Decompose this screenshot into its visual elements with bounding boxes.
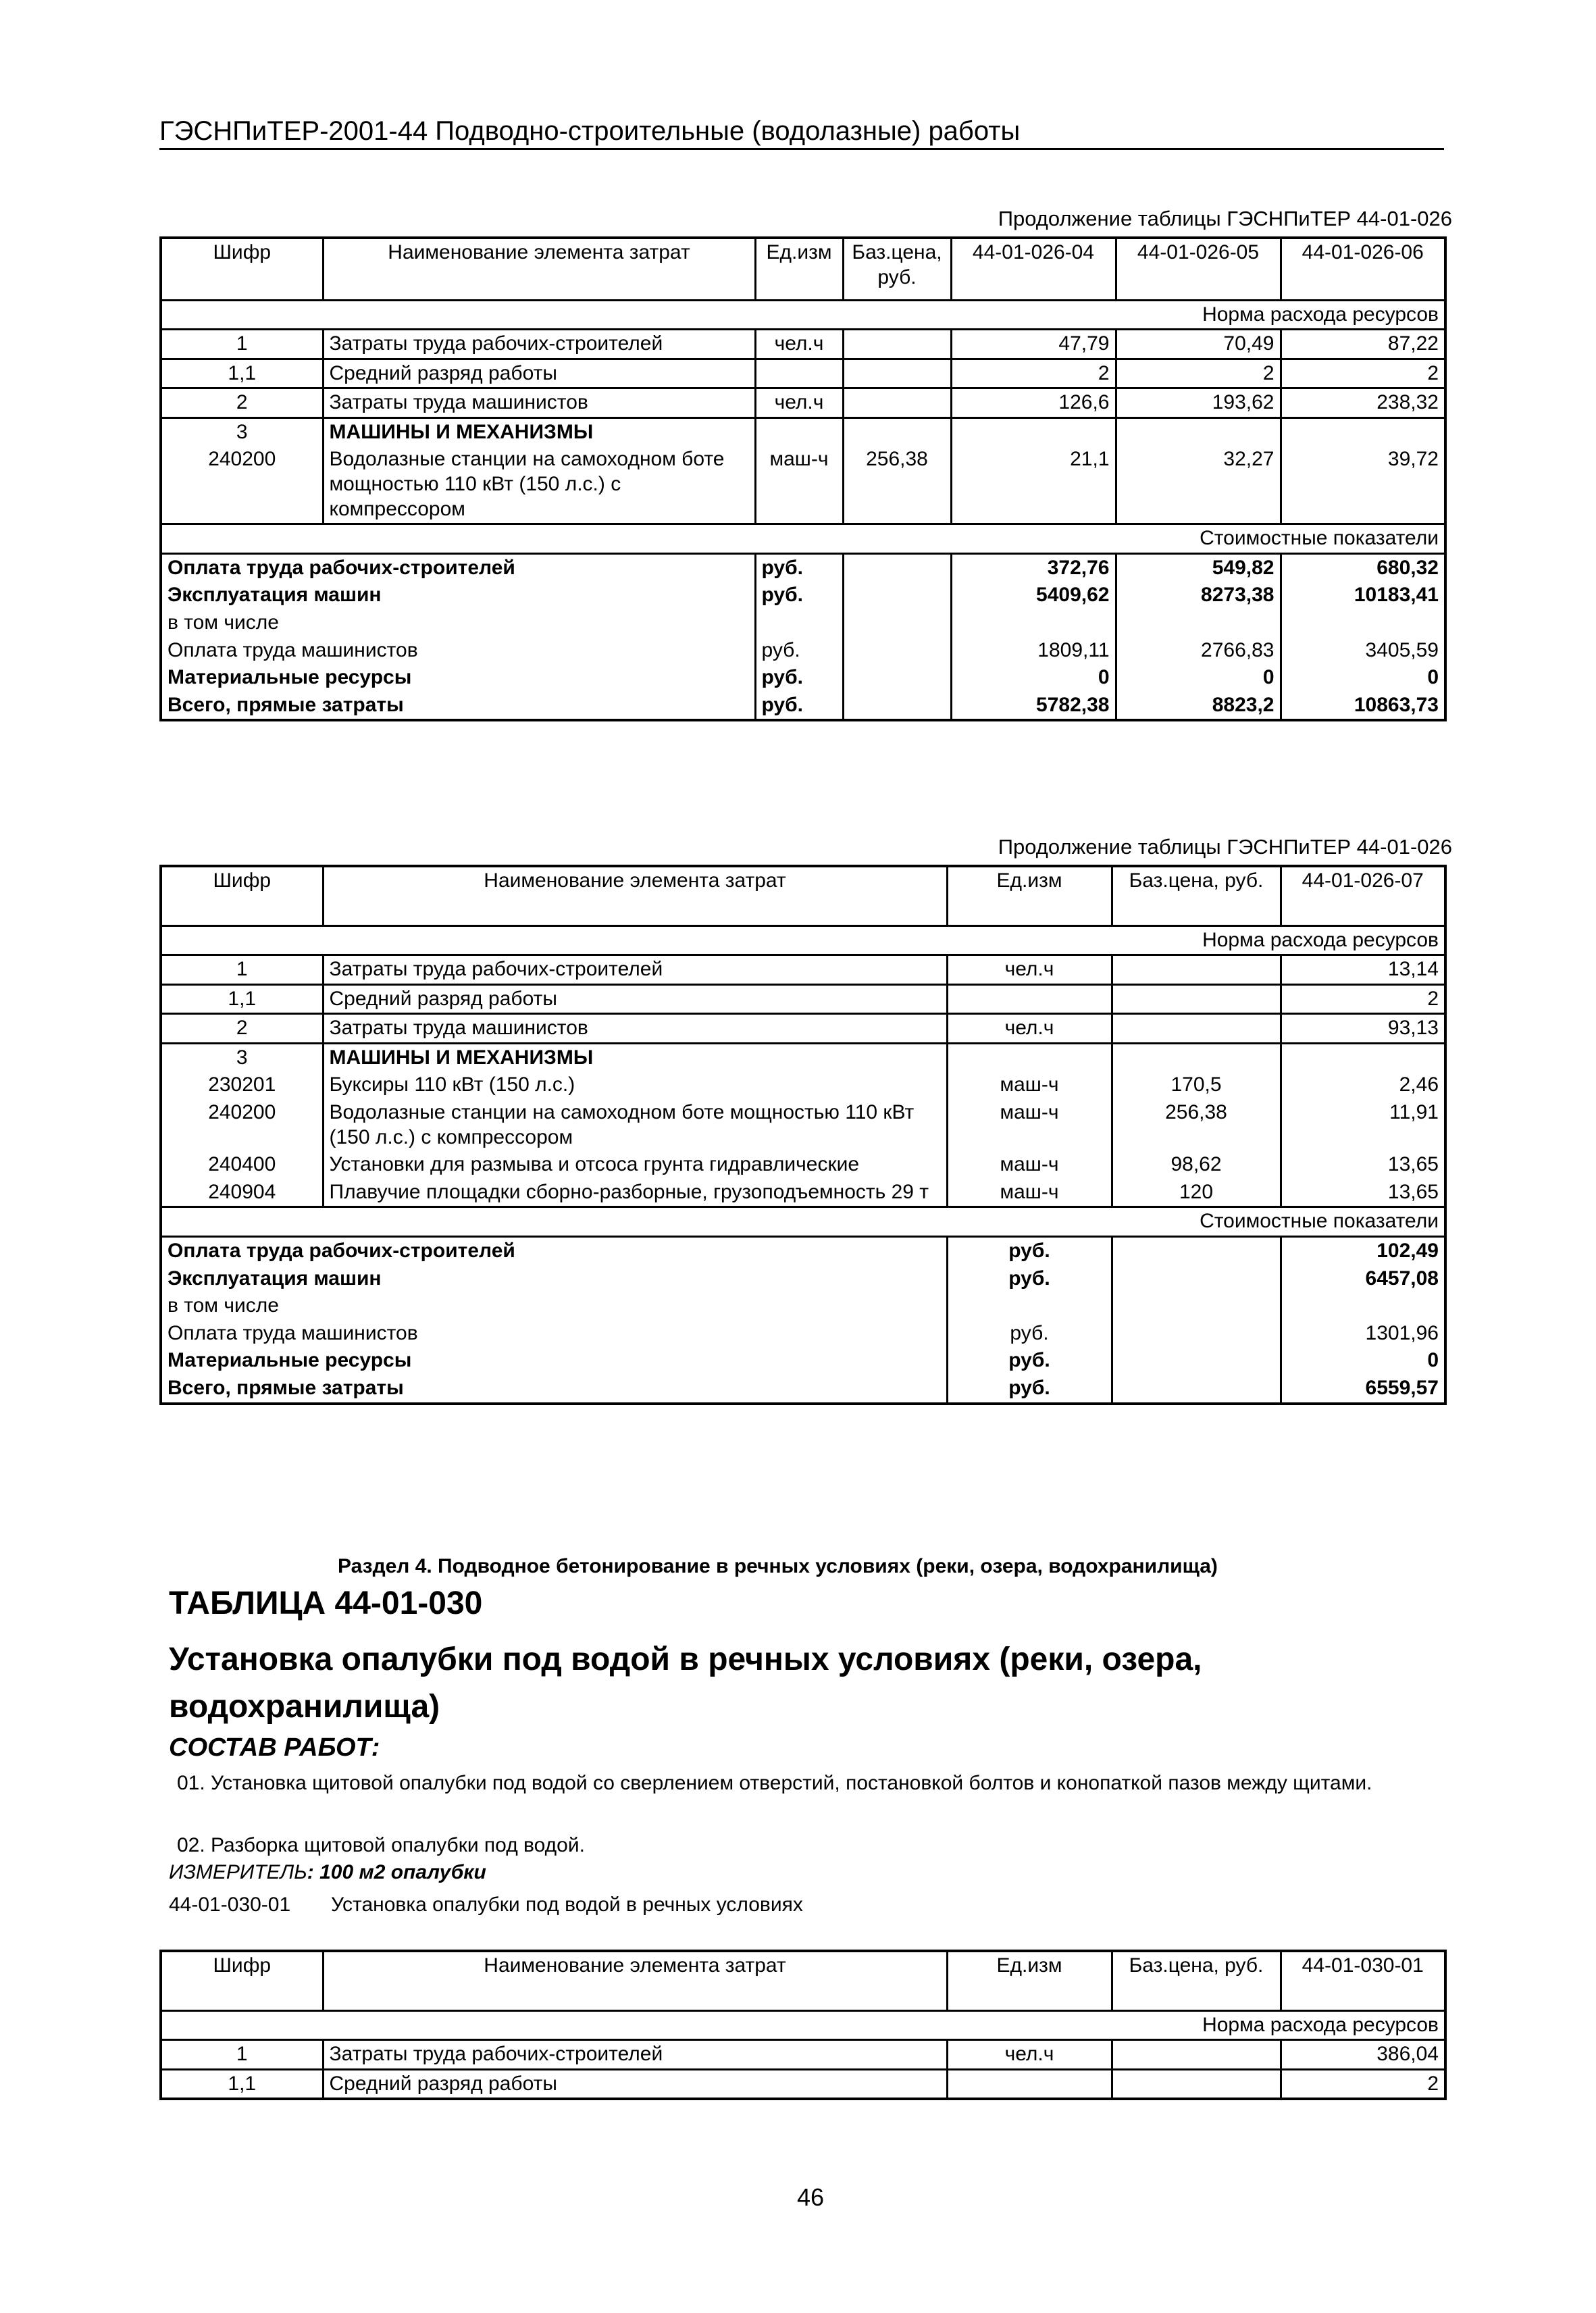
- header-name: Наименование элемента затрат: [323, 238, 755, 300]
- item-name: Установка опалубки под водой в речных условиях: [331, 1893, 803, 1916]
- cell-value: 13,14: [1387, 958, 1439, 981]
- table-row: [161, 446, 1445, 524]
- cell-price: 98,62: [1112, 1151, 1281, 1179]
- cell-unit: чел.ч: [755, 330, 843, 359]
- cell-name: Средний разряд работы: [323, 984, 947, 1014]
- header-col3: 44-01-026-06: [1302, 241, 1424, 263]
- table-row: [161, 1099, 1445, 1151]
- work-item-2: 02. Разборка щитовой опалубки под водой.: [177, 1834, 585, 1856]
- table-row: [161, 359, 1445, 388]
- cell-value: 6559,57: [1365, 1377, 1439, 1399]
- cell-value: 549,82: [1116, 553, 1281, 582]
- cell-name: Материальные ресурсы: [161, 1347, 947, 1375]
- norm-label: Норма расхода ресурсов: [1202, 928, 1439, 951]
- cell-unit: руб.: [947, 1265, 1112, 1293]
- header-price: Баз.цена, руб.: [1112, 866, 1281, 925]
- cell-name: в том числе: [161, 609, 755, 637]
- cell-unit: [755, 417, 843, 446]
- cost-row: [161, 1347, 1445, 1375]
- cell-value: 2: [1116, 359, 1281, 388]
- header-unit: Ед.изм: [947, 1951, 1112, 2010]
- cell-unit: [947, 2069, 1112, 2099]
- meter-value: : 100 м2 опалубки: [307, 1861, 486, 1883]
- cell-unit: [947, 1292, 1112, 1320]
- cost-row: [161, 692, 1445, 721]
- cell-code: 240400: [161, 1151, 323, 1179]
- cell-name: Затраты труда рабочих-строителей: [323, 330, 755, 359]
- cell-value: 70,49: [1116, 330, 1281, 359]
- cell-price: [843, 330, 951, 359]
- item-code: 44-01-030-01: [169, 1893, 291, 1916]
- cell-name: Затраты труда машинистов: [323, 388, 755, 418]
- cell-name: Затраты труда рабочих-строителей: [323, 2040, 947, 2070]
- table-row: [161, 388, 1445, 418]
- cell-value: 10183,41: [1354, 584, 1439, 607]
- table-row: [161, 984, 1445, 1014]
- cost-row: [161, 1320, 1445, 1348]
- cell-name: Установки для размыва и отсоса грунта гидравлические: [323, 1151, 947, 1179]
- header-col2: 44-01-026-05: [1116, 238, 1281, 300]
- table-row: [161, 1071, 1445, 1099]
- cell-name: Оплата труда рабочих-строителей: [161, 1237, 947, 1265]
- cell-name: МАШИНЫ И МЕХАНИЗМЫ: [323, 417, 755, 446]
- cell-name: Затраты труда рабочих-строителей: [323, 955, 947, 985]
- cell-value: 13,65: [1387, 1180, 1439, 1203]
- cell-name: Оплата труда машинистов: [161, 1320, 947, 1348]
- cell-value: 193,62: [1116, 388, 1281, 418]
- cell-name: Эксплуатация машин: [161, 582, 755, 609]
- cell-price: [1112, 2040, 1281, 2070]
- table-row: [161, 330, 1445, 359]
- header-code: Шифр: [161, 866, 323, 925]
- table1: [159, 236, 1447, 721]
- header-price: Баз.цена, руб.: [843, 238, 951, 300]
- table-row: [161, 2040, 1445, 2070]
- cell-value: 2: [951, 359, 1116, 388]
- cell-price: 256,38: [1112, 1099, 1281, 1151]
- cell-name: Средний разряд работы: [323, 359, 755, 388]
- cell-code: 2: [161, 388, 323, 418]
- cell-name: Водолазные станции на самоходном боте мощностью 110 кВт (150 л.с.) с компрессором: [323, 446, 755, 524]
- cell-value: [1281, 1043, 1445, 1071]
- cell-value: 386,04: [1376, 2043, 1439, 2066]
- cell-value: [1116, 417, 1281, 446]
- cell-unit: маш-ч: [755, 446, 843, 524]
- cell-price: 120: [1112, 1179, 1281, 1207]
- cell-price: 170,5: [1112, 1071, 1281, 1099]
- cell-name: Затраты труда машинистов: [323, 1014, 947, 1044]
- header-unit: Ед.изм: [947, 866, 1112, 925]
- cell-value: 2,46: [1399, 1073, 1439, 1096]
- cost-row: [161, 1237, 1445, 1265]
- cell-unit: чел.ч: [947, 955, 1112, 985]
- cell-value: 21,1: [951, 446, 1116, 524]
- cost-row: [161, 637, 1445, 665]
- cell-value: 13,65: [1387, 1153, 1439, 1176]
- cell-code: 240200: [161, 1099, 323, 1151]
- cell-name: Оплата труда машинистов: [161, 637, 755, 665]
- header-col1: 44-01-026-04: [951, 238, 1116, 300]
- meter-line: [169, 1859, 486, 1887]
- table2: [159, 865, 1447, 1405]
- cell-name: Буксиры 110 кВт (150 л.с.): [323, 1071, 947, 1099]
- cell-value: 47,79: [951, 330, 1116, 359]
- cell-value: 2: [1427, 2072, 1439, 2095]
- cell-value: 3405,59: [1365, 638, 1439, 661]
- cell-unit: руб.: [755, 582, 843, 609]
- cell-price: [843, 388, 951, 418]
- header-price: Баз.цена, руб.: [1112, 1951, 1281, 2010]
- cell-value: [951, 609, 1116, 637]
- cell-name: МАШИНЫ И МЕХАНИЗМЫ: [323, 1043, 947, 1071]
- cell-value: [1281, 609, 1445, 637]
- cell-value: 0: [1427, 666, 1439, 689]
- cell-code: 1: [161, 955, 323, 985]
- cell-value: 2: [1427, 987, 1439, 1010]
- cell-code: 240904: [161, 1179, 323, 1207]
- cell-code: 230201: [161, 1071, 323, 1099]
- cell-value: 2766,83: [1116, 637, 1281, 665]
- cell-value: 0: [951, 664, 1116, 692]
- cell-price: [843, 417, 951, 446]
- table2-continuation: Продолжение таблицы ГЭСНПиТЕР 44-01-026: [998, 835, 1452, 859]
- cell-value: 680,32: [1376, 556, 1439, 579]
- cell-code: 3: [161, 1043, 323, 1071]
- cost-row: [161, 609, 1445, 637]
- table-row: [161, 1014, 1445, 1044]
- cell-value: 372,76: [951, 553, 1116, 582]
- cell-value: 39,72: [1387, 448, 1439, 471]
- cell-code: 2: [161, 1014, 323, 1044]
- cell-price: [1112, 2069, 1281, 2099]
- cell-unit: руб.: [755, 553, 843, 582]
- cell-unit: руб.: [755, 637, 843, 665]
- cell-value: 0: [1427, 1349, 1439, 1372]
- cost-row: [161, 582, 1445, 609]
- cell-value: 6457,08: [1365, 1267, 1439, 1290]
- header-name: Наименование элемента затрат: [323, 1951, 947, 2010]
- cell-unit: маш-ч: [947, 1179, 1112, 1207]
- cell-unit: [755, 359, 843, 388]
- norm-label: Норма расхода ресурсов: [1202, 303, 1439, 326]
- cost-row: [161, 1292, 1445, 1320]
- cell-code: 1: [161, 2040, 323, 2070]
- cell-value: 8823,2: [1116, 692, 1281, 721]
- cell-unit: чел.ч: [947, 1014, 1112, 1044]
- cell-unit: чел.ч: [755, 388, 843, 418]
- cell-value: [1281, 1292, 1445, 1320]
- cell-value: 32,27: [1116, 446, 1281, 524]
- cell-code: 1,1: [161, 359, 323, 388]
- cell-value: 2: [1427, 361, 1439, 384]
- cell-unit: руб.: [755, 692, 843, 721]
- cell-value: 10863,73: [1354, 693, 1439, 716]
- cell-unit: маш-ч: [947, 1099, 1112, 1151]
- cell-value: [951, 417, 1116, 446]
- cell-price: [1112, 955, 1281, 985]
- cost-row: [161, 1265, 1445, 1293]
- page-header: ГЭСНПиТЕР-2001-44 Подводно-строительные (водолазные) работы: [159, 116, 1444, 150]
- table-row: [161, 955, 1445, 985]
- work-item-1: 01. Установка щитовой опалубки под водой со сверлением отверстий, постановкой болтов и конопаткой пазов между щитами.: [177, 1772, 1372, 1794]
- cell-value: 1301,96: [1365, 1321, 1439, 1344]
- cell-price: 256,38: [843, 446, 951, 524]
- composition-label: СОСТАВ РАБОТ:: [169, 1733, 380, 1762]
- cell-unit: руб.: [947, 1237, 1112, 1265]
- cell-unit: маш-ч: [947, 1151, 1112, 1179]
- cell-price: [1112, 1043, 1281, 1071]
- cell-name: Плавучие площадки сборно-разборные, грузоподъемность 29 т: [323, 1179, 947, 1207]
- cost-row: [161, 553, 1445, 582]
- table-row: [161, 1043, 1445, 1071]
- cell-value: 5782,38: [951, 692, 1116, 721]
- section-title: Установка опалубки под водой в речных условиях (реки, озера, водохранилища): [169, 1642, 1202, 1725]
- cell-unit: руб.: [947, 1375, 1112, 1404]
- cost-label: Стоимостные показатели: [1200, 527, 1439, 550]
- cell-value: 126,6: [951, 388, 1116, 418]
- table-row: [161, 2069, 1445, 2099]
- table-row: [161, 417, 1445, 446]
- cell-unit: [947, 1043, 1112, 1071]
- table1-continuation: Продолжение таблицы ГЭСНПиТЕР 44-01-026: [998, 207, 1452, 230]
- header-code: Шифр: [161, 238, 323, 300]
- header-name: Наименование элемента затрат: [323, 866, 947, 925]
- cell-unit: руб.: [947, 1320, 1112, 1348]
- cell-unit: [755, 609, 843, 637]
- cell-name: Всего, прямые затраты: [161, 1375, 947, 1404]
- cell-value: 238,32: [1376, 391, 1439, 414]
- cell-name: Оплата труда рабочих-строителей: [161, 553, 755, 582]
- header-col1: 44-01-026-07: [1302, 869, 1424, 892]
- table-label: ТАБЛИЦА 44-01-030: [169, 1585, 483, 1621]
- cell-unit: маш-ч: [947, 1071, 1112, 1099]
- cost-row: [161, 1375, 1445, 1404]
- cell-name: Водолазные станции на самоходном боте мощностью 110 кВт (150 л.с.) с компрессором: [323, 1099, 947, 1151]
- cell-code: 3: [161, 417, 323, 446]
- cell-value: 5409,62: [951, 582, 1116, 609]
- header-unit: Ед.изм: [755, 238, 843, 300]
- cell-unit: [947, 984, 1112, 1014]
- cell-name: Эксплуатация машин: [161, 1265, 947, 1293]
- cell-code: 1,1: [161, 2069, 323, 2099]
- page-number: 46: [796, 2183, 825, 2211]
- header-col1: 44-01-030-01: [1302, 1954, 1424, 1977]
- table-row: [161, 1179, 1445, 1207]
- cell-value: 1809,11: [951, 637, 1116, 665]
- meter-label: ИЗМЕРИТЕЛЬ: [169, 1861, 307, 1883]
- cell-value: 11,91: [1389, 1101, 1439, 1124]
- cost-row: [161, 664, 1445, 692]
- cell-value: [1116, 609, 1281, 637]
- cell-price: [1112, 1014, 1281, 1044]
- table3: [159, 1950, 1447, 2100]
- cell-code: 240200: [161, 446, 323, 524]
- cost-label: Стоимостные показатели: [1200, 1210, 1439, 1233]
- cell-price: [843, 359, 951, 388]
- cell-value: [1281, 417, 1445, 446]
- cell-name: Материальные ресурсы: [161, 664, 755, 692]
- header-code: Шифр: [161, 1951, 323, 2010]
- norm-label: Норма расхода ресурсов: [1202, 2013, 1439, 2036]
- cell-value: 8273,38: [1116, 582, 1281, 609]
- cell-unit: чел.ч: [947, 2040, 1112, 2070]
- cell-value: 0: [1116, 664, 1281, 692]
- cell-name: в том числе: [161, 1292, 947, 1320]
- cell-value: 93,13: [1387, 1017, 1439, 1040]
- cell-code: 1: [161, 330, 323, 359]
- cell-unit: руб.: [947, 1347, 1112, 1375]
- table-row: [161, 1151, 1445, 1179]
- cell-name: Всего, прямые затраты: [161, 692, 755, 721]
- section-heading: Раздел 4. Подводное бетонирование в речных условиях (реки, озера, водохранилища): [338, 1555, 1218, 1577]
- cell-price: [1112, 984, 1281, 1014]
- cell-value: 87,22: [1387, 332, 1439, 355]
- cell-unit: руб.: [755, 664, 843, 692]
- cell-code: 1,1: [161, 984, 323, 1014]
- cell-value: 102,49: [1376, 1240, 1439, 1263]
- cell-name: Средний разряд работы: [323, 2069, 947, 2099]
